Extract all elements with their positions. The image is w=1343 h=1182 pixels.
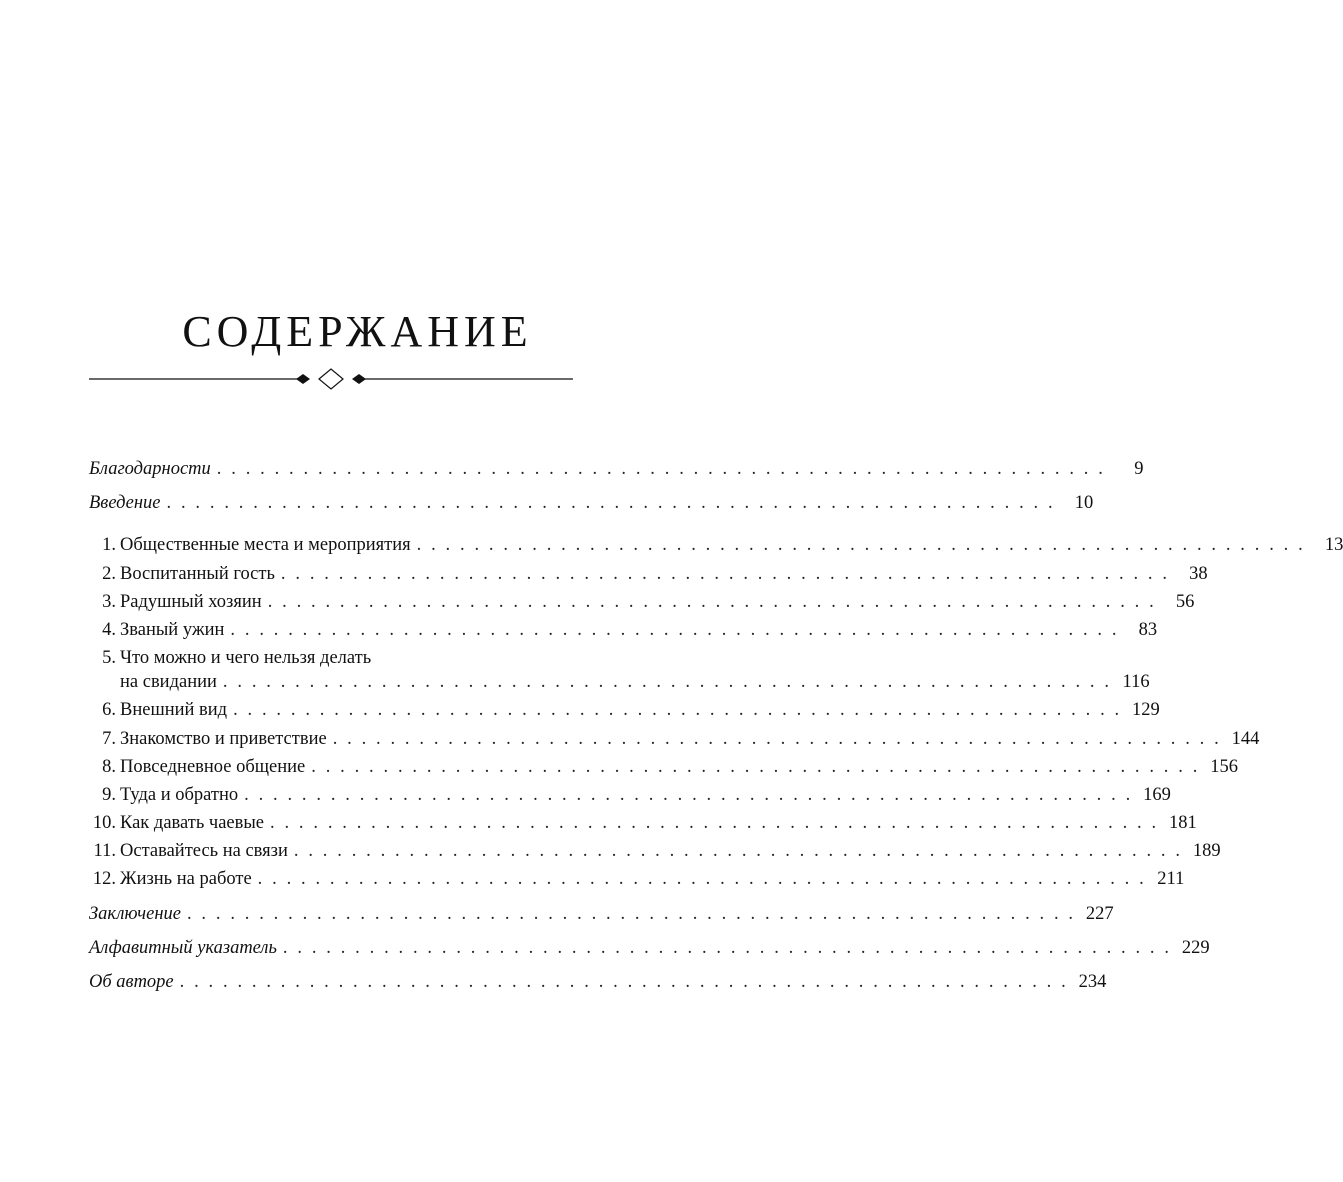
divider-ornament — [89, 369, 573, 389]
toc-entry-label — [89, 564, 281, 585]
chapter-number: 5. — [102, 648, 116, 668]
chapter-number: 7. — [102, 729, 116, 749]
leader-dots: . . . . . . . . . . . . . . . . . . . . . . . . . . . . . . . . . . . . . . . . . . . . . . . . . . . . . . . . . . . . . . — [233, 700, 1122, 720]
toc-entry-chapter-7[interactable] — [89, 729, 1260, 753]
toc-entry-label: Введение — [89, 493, 161, 513]
toc-entry-chapter-5-line1[interactable] — [89, 648, 371, 672]
toc-entry-index[interactable] — [89, 938, 1210, 962]
chapter-title: Жизнь на работе — [120, 869, 252, 889]
toc-entry-label — [89, 592, 268, 613]
leader-dots: . . . . . . . . . . . . . . . . . . . . . . . . . . . . . . . . . . . . . . . . . . . . . . . . . . . . . . . . . . . . . . — [280, 564, 1170, 584]
toc-page-number: 38 — [1189, 564, 1208, 584]
toc-entry-chapter-3[interactable] — [89, 592, 1195, 616]
toc-page-number: 181 — [1168, 813, 1197, 833]
chapter-title-line1: Что можно и чего нельзя делать — [120, 648, 372, 668]
toc-entry-conclusion[interactable] — [89, 904, 1114, 928]
chapter-number: 8. — [102, 757, 116, 777]
toc-page-number: 9 — [1134, 459, 1144, 479]
chapter-number: 6. — [102, 700, 116, 720]
toc-entry-chapter-5-line2[interactable] — [89, 672, 1150, 696]
diamond-center-icon — [319, 369, 343, 389]
chapter-title: Воспитанный гость — [120, 564, 275, 584]
chapter-title: Общественные места и мероприятия — [120, 535, 411, 555]
toc-entry-chapter-11[interactable] — [89, 841, 1221, 865]
toc-page-number: 83 — [1138, 620, 1158, 640]
toc-page-number: 144 — [1231, 729, 1260, 749]
toc-page-number: 156 — [1210, 757, 1238, 777]
chapter-number: 11. — [93, 841, 116, 861]
toc-entry-chapter-12[interactable] — [89, 869, 1185, 893]
leader-dots: . . . . . . . . . . . . . . . . . . . . . . . . . . . . . . . . . . . . . . . . . . . . . . . . . . . . . . . . . . . . . . — [270, 813, 1159, 833]
toc-entry-label: Об авторе — [89, 972, 174, 992]
toc-entry-label — [89, 620, 230, 641]
chapter-number: 2. — [102, 564, 116, 584]
toc-page-number: 169 — [1143, 785, 1171, 805]
toc-page-number: 229 — [1181, 938, 1210, 958]
chapter-title: Повседневное общение — [120, 757, 306, 777]
leader-dots: . . . . . . . . . . . . . . . . . . . . . . . . . . . . . . . . . . . . . . . . . . . . . . . . . . . . . . . . . . . . . . — [179, 972, 1069, 992]
toc-entry-chapter-9[interactable] — [89, 785, 1171, 809]
chapter-title: Радушный хозяин — [120, 592, 262, 612]
chapter-number: 9. — [102, 785, 116, 805]
toc-page-number: 129 — [1132, 700, 1160, 720]
toc-entry-label: Благодарности — [89, 459, 211, 479]
toc-page-number: 116 — [1122, 672, 1150, 692]
toc-entry-chapter-1[interactable] — [89, 535, 1343, 559]
toc-entry-label — [89, 785, 244, 806]
toc-entry-label — [89, 700, 233, 721]
toc-entry-chapter-2[interactable] — [89, 564, 1208, 588]
leader-dots: . . . . . . . . . . . . . . . . . . . . . . . . . . . . . . . . . . . . . . . . . . . . . . . . . . . . . . . . . . . . . . — [222, 672, 1112, 692]
chapter-title: Званый ужин — [120, 620, 225, 640]
toc-entry-label — [89, 535, 417, 556]
leader-dots: . . . . . . . . . . . . . . . . . . . . . . . . . . . . . . . . . . . . . . . . . . . . . . . . . . . . . . . . . . . . . . — [267, 592, 1157, 612]
chapter-title: Как давать чаевые — [120, 813, 265, 833]
leader-dots: . . . . . . . . . . . . . . . . . . . . . . . . . . . . . . . . . . . . . . . . . . . . . . . . . . . . . . . . . . . . . . — [230, 620, 1120, 640]
toc-entry-about-author[interactable] — [89, 972, 1107, 996]
toc-entry-chapter-6[interactable] — [89, 700, 1160, 724]
leader-dots: . . . . . . . . . . . . . . . . . . . . . . . . . . . . . . . . . . . . . . . . . . . . . . . . . . . . . . . . . . . . . . — [332, 729, 1222, 749]
toc-page-number: 10 — [1074, 493, 1094, 513]
leader-dots: . . . . . . . . . . . . . . . . . . . . . . . . . . . . . . . . . . . . . . . . . . . . . . . . . . . . . . . . . . . . . . — [257, 869, 1147, 889]
chapter-title-line2: на свидании — [120, 672, 217, 692]
toc-entry-label — [89, 729, 333, 750]
chapter-number: 12. — [92, 869, 116, 889]
toc-page-number: 56 — [1175, 592, 1195, 612]
leader-dots: . . . . . . . . . . . . . . . . . . . . . . . . . . . . . . . . . . . . . . . . . . . . . . . . . . . . . . . . . . . . . . — [311, 757, 1200, 777]
toc-entry-label — [89, 869, 258, 890]
chapter-title: Знакомство и приветствие — [120, 729, 327, 749]
leader-dots: . . . . . . . . . . . . . . . . . . . . . . . . . . . . . . . . . . . . . . . . . . . . . . . . . . . . . . . . . . . . . . — [293, 841, 1183, 861]
toc-entry-chapter-8[interactable] — [89, 757, 1238, 781]
toc-page-number: 189 — [1192, 841, 1221, 861]
chapter-title: Туда и обратно — [120, 785, 239, 805]
chapter-number: 1. — [102, 535, 116, 555]
toc-entry-introduction[interactable] — [89, 493, 1094, 517]
toc-page-number: 13 — [1324, 535, 1343, 555]
toc-entry-acknowledgements[interactable] — [89, 459, 1144, 483]
diamond-left-icon — [296, 374, 310, 384]
toc-page-number: 234 — [1078, 972, 1107, 992]
leader-dots: . . . . . . . . . . . . . . . . . . . . . . . . . . . . . . . . . . . . . . . . . . . . . . . . . . . . . . . . . . . . . . — [282, 938, 1172, 958]
chapter-number: 3. — [102, 592, 116, 612]
chapter-number: 10. — [92, 813, 116, 833]
page-title: СОДЕРЖАНИЕ — [182, 307, 533, 356]
leader-dots: . . . . . . . . . . . . . . . . . . . . . . . . . . . . . . . . . . . . . . . . . . . . . . . . . . . . . . . . . . . . . . — [186, 904, 1076, 924]
toc-entry-label — [89, 757, 311, 778]
toc-entry-label — [89, 813, 270, 834]
diamond-right-icon — [352, 374, 366, 384]
leader-dots: . . . . . . . . . . . . . . . . . . . . . . . . . . . . . . . . . . . . . . . . . . . . . . . . . . . . . . . . . . . . . . — [216, 459, 1106, 479]
toc-entry-label: Заключение — [89, 904, 181, 924]
chapter-number: 4. — [102, 620, 116, 640]
leader-dots: . . . . . . . . . . . . . . . . . . . . . . . . . . . . . . . . . . . . . . . . . . . . . . . . . . . . . . . . . . . . . . — [244, 785, 1133, 805]
toc-page-number: 211 — [1157, 869, 1185, 889]
chapter-title: Оставайтесь на связи — [120, 841, 288, 861]
toc-entry-label — [89, 841, 294, 862]
toc-page-number: 227 — [1085, 904, 1114, 924]
toc-entry-chapter-4[interactable] — [89, 620, 1158, 644]
chapter-title: Внешний вид — [120, 700, 228, 720]
leader-dots: . . . . . . . . . . . . . . . . . . . . . . . . . . . . . . . . . . . . . . . . . . . . . . . . . . . . . . . . . . . . . . — [416, 535, 1306, 555]
leader-dots: . . . . . . . . . . . . . . . . . . . . . . . . . . . . . . . . . . . . . . . . . . . . . . . . . . . . . . . . . . . . . . — [166, 493, 1056, 513]
toc-entry-label: Алфавитный указатель — [89, 938, 277, 958]
toc-entry-chapter-10[interactable] — [89, 813, 1197, 837]
